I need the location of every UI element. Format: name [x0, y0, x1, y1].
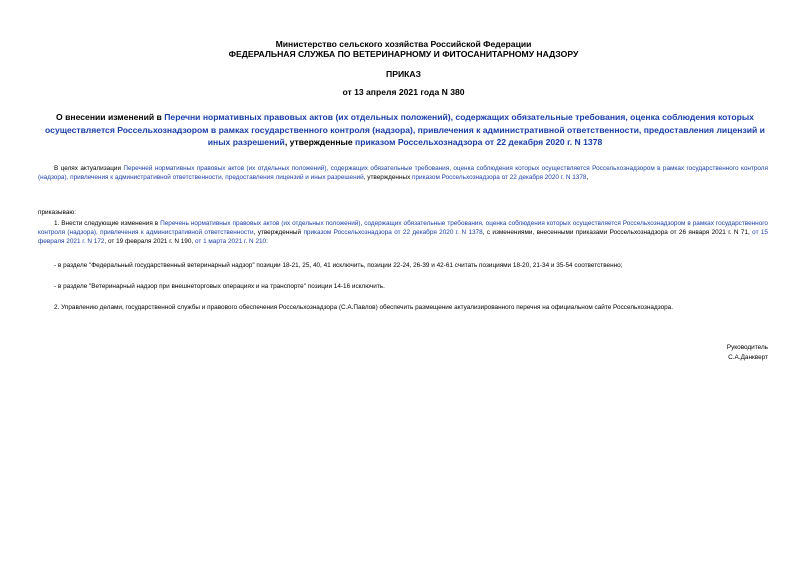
doc-type-heading: ПРИКАЗ	[386, 69, 421, 79]
item-1-paragraph	[38, 219, 768, 247]
bullet-vet-supervision: - в разделе "Федеральный государственный ветеринарный надзор" позиции 18-21, 25, 40, 41 исключить, позиции 22-24, 26-39 и 42-61 считать позициями 18-20, 21-34 и 35-54 соответственно;	[54, 262, 623, 269]
bullet-vet-transport: - в разделе "Ветеринарный надзор при внешнеторговых операциях и на транспорте" позиции 14-16 исключить.	[54, 283, 385, 290]
signature-role: Руководитель	[726, 344, 768, 351]
item-2-paragraph: 2. Управлению делами, государственной службы и правового обеспечения Россельхознадзора (С.А.Павлов) обеспечить размещение актуализированного перечня на официальном сайте Россельхознадзора.	[54, 304, 674, 311]
signature-block	[727, 343, 768, 363]
signature-name: С.А.Данкверт	[728, 354, 768, 361]
item1-middle2: , с изменениями, внесенными приказами Россельхознадзора от 26 января 2021 г. N 71,	[482, 229, 753, 237]
ministry-heading: Министерство сельского хозяйства Российской Федерации	[275, 39, 532, 49]
service-heading: ФЕДЕРАЛЬНАЯ СЛУЖБА ПО ВЕТЕРИНАРНОМУ И ФИТОСАНИТАРНОМУ НАДЗОРУ	[228, 49, 579, 59]
title-prefix: О внесении изменений в	[56, 112, 165, 122]
title-link-order[interactable]: приказом Россельхознадзора от 22 декабря 2020 г. N 1378	[355, 137, 603, 147]
item1-link-order-172[interactable]: от 15 февраля 2021 г. N 172	[38, 229, 768, 246]
title-link-lists[interactable]: Перечни нормативных правовых актов (их отдельных положений), содержащих обязательные требования, оценка соблюдения которых осуществляется Россельхознадзором в рамках государственного контроля (надзора), привлечения к административной ответственности, предоставления лицензий и иных разрешений	[45, 112, 765, 147]
preamble-link-order[interactable]: приказом Россельхознадзора от 22 декабря 2020 г. N 1378	[412, 174, 587, 182]
order-word: приказываю:	[38, 209, 76, 216]
preamble-paragraph	[38, 164, 768, 182]
document-title	[40, 111, 770, 149]
preamble-prefix: В целях актуализации	[54, 165, 124, 172]
item1-link-order-210[interactable]: от 1 марта 2021 г. N 210	[194, 238, 267, 246]
date-line: от 13 апреля 2021 года N 380	[342, 87, 465, 97]
item1-middle3: , от 19 февраля 2021 г. N 190,	[104, 238, 195, 246]
preamble-link-lists[interactable]: Перечней нормативных правовых актов (их отдельных положений), содержащих обязательные требования, оценка соблюдения которых осуществляется Россельхознадзором в рамках государственного контроля (надзора), привлечения к административной ответственности, предоставления лицензий и иных разрешений	[38, 165, 768, 182]
item1-prefix: 1. Внести следующие изменения в	[54, 220, 161, 227]
preamble-middle: , утвержденных	[363, 174, 413, 182]
item1-middle: , утвержденный	[253, 229, 304, 237]
item1-suffix: :	[266, 238, 268, 246]
preamble-suffix: ,	[586, 174, 589, 182]
title-middle: , утвержденные	[284, 137, 356, 147]
item1-link-list[interactable]: Перечень нормативных правовых актов (их отдельных положений), содержащих обязательные требования, оценка соблюдения которых осуществляется Россельхознадзором в рамках государственного контроля (надзора), привлечения к административной ответственности	[38, 220, 768, 237]
item1-link-order[interactable]: приказом Россельхознадзора от 22 декабря 2020 г. N 1378	[303, 229, 483, 237]
